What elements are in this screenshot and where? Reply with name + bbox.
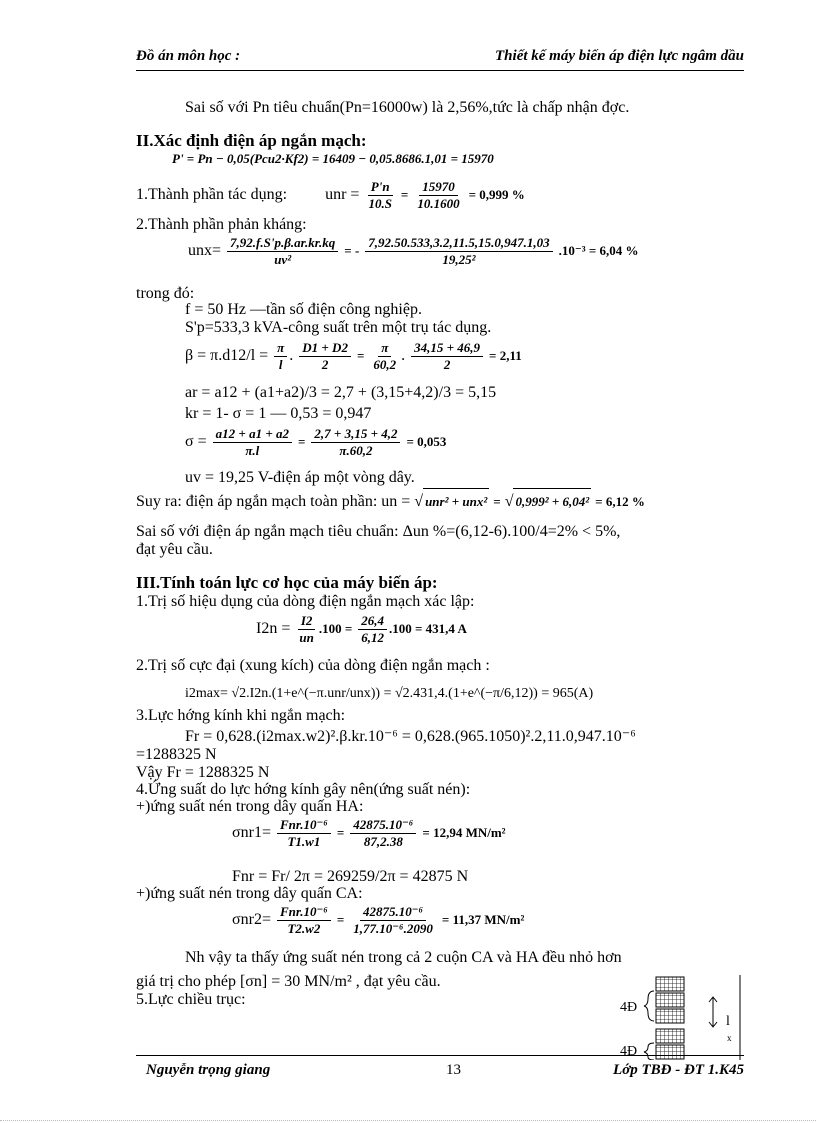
item1-result: = 0,999 % — [468, 187, 525, 202]
footer-class: Lớp TBĐ - ĐT 1.K45 — [613, 1062, 744, 1078]
s3-4b-row: σnr2= $\frac{\text{Fnr.10⁻⁶}}{T2.w2}$ = $\frac{\text{42875.10⁻⁶}}{\text{1,77.10⁻⁶.2090}}$ = 11,37 MN/m² — [232, 903, 525, 936]
def-sigma-row: σ = $\frac{a12 + a1 + a2}{\pi.l}$ = $\frac{2,7 + 3,15 + 4,2}{\pi.60,2}$ = 0,053 — [185, 425, 447, 458]
s3-4a-fraction-1: $\frac{\text{Fnr.10⁻⁶}}{T1.w1}$ — [277, 817, 331, 850]
s3-4a-lhs: σnr1= — [232, 824, 271, 841]
section-2-title: II.Xác định điện áp ngắn mạch: — [136, 131, 367, 150]
suyra-radicand-1: unr² + unx² — [423, 488, 489, 515]
s3-fnr: Fnr = Fr/ 2π = 269259/2π = 42875 N — [232, 868, 469, 885]
page-number: 13 — [446, 1062, 461, 1078]
s3-conclusion-1: Nh vậy ta thấy ứng suất nén trong cả 2 cuộn CA và HA đều nhỏ hơn — [185, 949, 622, 966]
page-bottom-divider — [0, 1120, 816, 1121]
suyra-result: = 6,12 % — [595, 494, 645, 509]
def-f: f = 50 Hz —tần số điện công nghiệp. — [185, 301, 422, 318]
s3-1-fraction-2: $\frac{26,4}{6,12}$ — [358, 613, 387, 646]
fig-x-label: x — [727, 1033, 732, 1043]
s3-4b-result: = 11,37 MN/m² — [441, 912, 525, 927]
item1-fraction-2: $\frac{15970}{10.1600}$ — [417, 178, 460, 211]
item2-label: 2.Thành phần phản kháng: — [136, 216, 307, 233]
sigma-fraction-1: $\frac{a12 + a1 + a2}{\pi.l}$ — [213, 426, 292, 459]
s3-1-result: .100 = 431,4 A — [389, 621, 467, 636]
item2-fraction-2: $\frac{7,92.50.533,3.2,11.5,15.0,947.1,03}{\text{19,25²}}$ — [365, 235, 552, 268]
item2-row: unx= $\frac{7,92.f.S'p.\beta.ar.kr.kq}{\text{uv²}}$ = - $\frac{7,92.50.533,3.2,11.5,15.0,947.1,03}{\text{19,25²}}$ .10⁻³ = 6,04 % — [188, 234, 639, 267]
item1-lhs: unr = — [325, 186, 360, 203]
beta-fraction-2: $\frac{D1 + D2}{2}$ — [299, 340, 351, 373]
beta-fraction-3: $\frac{\pi}{60,2}$ — [373, 339, 397, 372]
s3-1-label: 1.Trị số hiệu dụng của dòng điện ngắn mạch xác lập: — [136, 593, 475, 610]
def-kr: kr = 1- σ = 1 — 0,53 = 0,947 — [185, 405, 372, 422]
s3-1-fraction-1: $\frac{I2}{un}$ — [299, 612, 314, 645]
s3-vay: Vậy Fr = 1288325 N — [136, 764, 270, 781]
item1-label: 1.Thành phần tác dụng: — [136, 186, 288, 203]
s3-4b-fraction-2: $\frac{\text{42875.10⁻⁶}}{\text{1,77.10⁻⁶.2090}}$ — [353, 903, 433, 936]
s3-4-label: 4.Ứng suất do lực hớng kính gây nên(ứng suất nén): — [136, 781, 471, 798]
def-beta-lhs: β = π.d12/l = — [185, 347, 269, 364]
fig-label-1: 4Đ — [620, 1000, 638, 1015]
s3-4a-row: σnr1= $\frac{\text{Fnr.10⁻⁶}}{T1.w1}$ = $\frac{\text{42875.10⁻⁶}}{87,2.38}$ = 12,94 MN/m² — [232, 816, 506, 849]
s3-conclusion-2: giá trị cho phép [σn] = 30 MN/m² , đạt yêu cầu. — [136, 973, 441, 990]
suyra-radicand-2: 0,999² + 6,04² — [513, 488, 591, 515]
def-beta-row: β = π.d12/l = $\frac{\pi}{l}$ . $\frac{D1 + D2}{2}$ = $\frac{\pi}{60,2}$ . $\frac{34,15 + 46,9}{2}$ = 2,11 — [185, 339, 522, 372]
header-right: Thiết kế máy biến áp điện lực ngâm dầu — [495, 48, 744, 64]
s3-4a-result: = 12,94 MN/m² — [422, 825, 506, 840]
saiso-line-1: Sai số với điện áp ngắn mạch tiêu chuẩn: Δun %=(6,12-6).100/4=2% < 5%, — [136, 523, 621, 540]
s3-4a-fraction-2: $\frac{\text{42875.10⁻⁶}}{87,2.38}$ — [350, 817, 416, 850]
item2-fraction-1: $\frac{7,92.f.S'p.\beta.ar.kr.kq}{\text{uv²}}$ — [227, 235, 338, 268]
error-line: Sai số với Pn tiêu chuẩn(Pn=16000w) là 2,56%,tức là chấp nhận đợc. — [185, 99, 630, 116]
beta-fraction-4: $\frac{34,15 + 46,9}{2}$ — [411, 340, 483, 373]
item2-result: .10⁻³ = 6,04 % — [558, 243, 639, 258]
sigma-fraction-2: $\frac{2,7 + 3,15 + 4,2}{\pi.60,2}$ — [311, 426, 400, 459]
s3-5-label: 5.Lực chiều trục: — [136, 991, 246, 1008]
def-uv: uv = 19,25 V-điện áp một vòng dây. — [185, 469, 415, 486]
s3-1-mid: .100 = — [318, 621, 353, 636]
s3-2-equation: i2max= √2.I2n.(1+e^(−π.unr/unx)) = √2.431,4.(1+e^(−π/6,12)) = 965(A) — [185, 686, 594, 701]
beta-fraction-1: $\frac{\pi}{l}$ — [274, 340, 287, 373]
s3-4b-fraction-1: $\frac{\text{Fnr.10⁻⁶}}{T2.w2}$ — [277, 904, 331, 937]
s3-1-lhs: I2n = — [256, 620, 291, 637]
page-footer — [136, 1055, 744, 1080]
suyra-text: Suy ra: điện áp ngắn mạch toàn phần: un = — [136, 493, 411, 510]
suyra-row: Suy ra: điện áp ngắn mạch toàn phần: un = √ unr² + unx² = √ 0,999² + 6,04² = 6,12 % — [136, 488, 645, 515]
fig-label-2: 4Đ — [620, 1044, 638, 1059]
header-left: Đồ án môn học : — [136, 48, 241, 64]
item2-lhs: unx= — [188, 242, 222, 259]
def-sigma-lhs: σ = — [185, 433, 207, 450]
item1-fraction-1: $\frac{P'n}{10.S}$ — [368, 178, 392, 211]
s3-4b-label: +)ứng suất nén trong dây quấn CA: — [136, 885, 363, 902]
section-2-formula: P' = Pn − 0,05(Pcu2·Kf2) = 16409 − 0,05.8686.1,01 = 15970 — [172, 151, 494, 166]
s3-2-label: 2.Trị số cực đại (xung kích) của dòng điện ngắn mạch : — [136, 657, 490, 674]
fig-l-label: l — [726, 1014, 730, 1029]
beta-result: = 2,11 — [489, 348, 522, 363]
section-3-title: III.Tính toán lực cơ học của máy biến áp: — [136, 573, 438, 592]
s3-3-label: 3.Lực hớng kính khi ngắn mạch: — [136, 707, 346, 724]
sigma-result: = 0,053 — [406, 434, 447, 449]
def-ar: ar = a12 + (a1+a2)/3 = 2,7 + (3,15+4,2)/3 = 5,15 — [185, 384, 497, 401]
s3-4a-label: +)ứng suất nén trong dây quấn HA: — [136, 798, 364, 815]
s3-1-row — [256, 610, 467, 648]
s3-3-equation: Fr = 0,628.(i2max.w2)².β.kr.10⁻⁶ = 0,628.(965.1050)².2,11.0,947.10⁻⁶ — [185, 728, 636, 745]
footer-author: Nguyễn trọng giang — [146, 1062, 271, 1078]
def-sp: S'p=533,3 kVA-công suất trên một trụ tác dụng. — [185, 319, 492, 336]
winding-diagram — [620, 975, 750, 1060]
s3-3-equation-2: =1288325 N — [136, 746, 217, 763]
trong-do: trong đó: — [136, 285, 195, 302]
page-header — [136, 48, 744, 71]
s3-4b-lhs: σnr2= — [232, 911, 271, 928]
item1-row: 1.Thành phần tác dụng: unr = $\frac{P'n}{10.S}$ = $\frac{15970}{10.1600}$ = 0,999 % — [136, 178, 525, 211]
saiso-line-2: đạt yêu cầu. — [136, 541, 213, 558]
